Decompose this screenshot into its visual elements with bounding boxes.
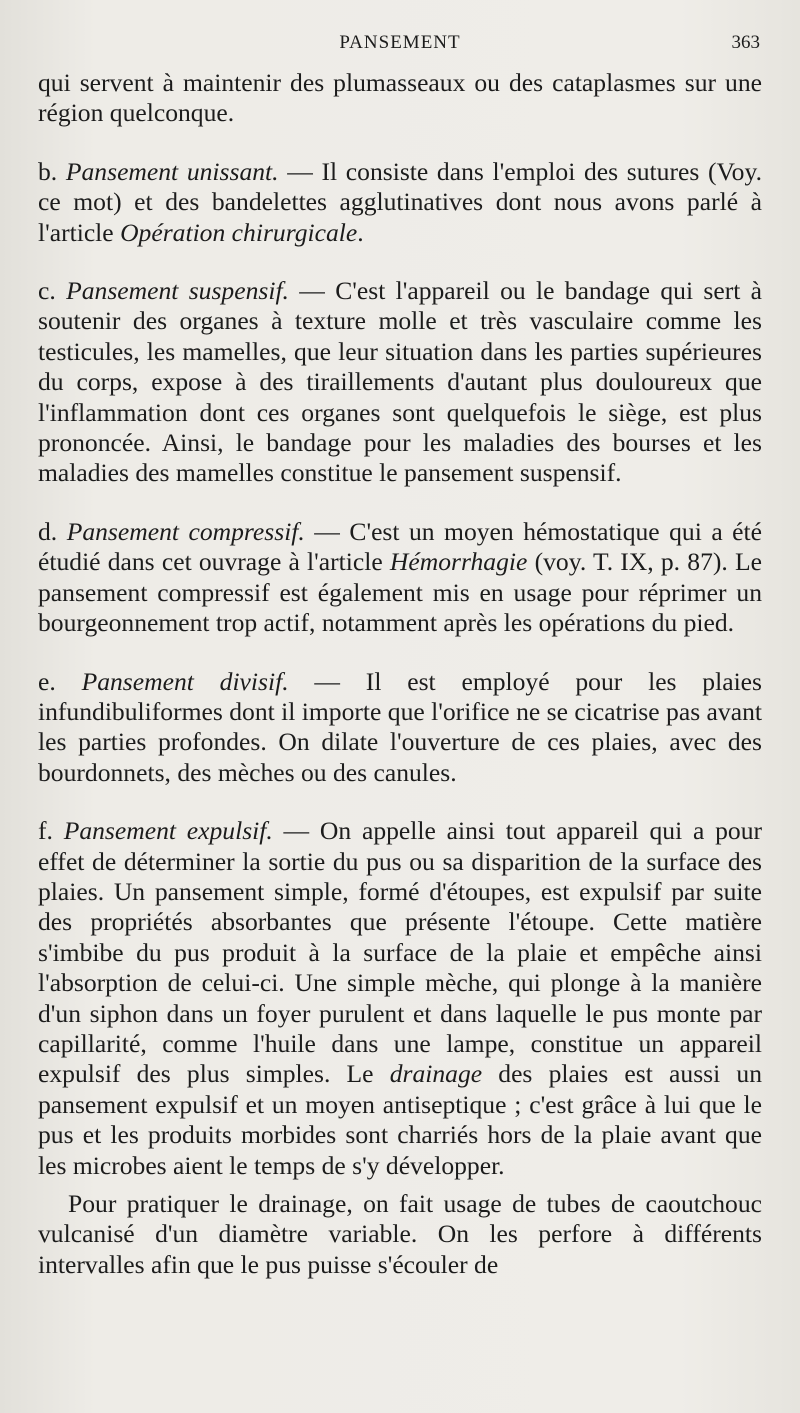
- paragraph-label: d.: [38, 516, 58, 546]
- paragraph-body: — C'est un moyen hémostatique qui a été étudié dans cet ouvrage à l'article: [38, 516, 762, 577]
- article-reference: Opération chirurgicale: [120, 217, 358, 247]
- paragraph-d: [38, 517, 762, 639]
- paragraph-tail: .: [357, 217, 364, 247]
- paragraph-e: [38, 667, 762, 789]
- page-header: [0, 32, 800, 60]
- body-text: [38, 68, 762, 1280]
- paragraph-title: Pansement expulsif.: [63, 816, 273, 846]
- paragraph-text: qui servent à maintenir des plumasseaux ou des cataplasmes sur une région quelconque.: [38, 68, 762, 128]
- paragraph-tail: (voy. T. IX, p. 87). Le pansement compressif est également mis en usage pour réprimer un bourgeonnement trop actif, notamment après les opérations du pied.: [38, 547, 762, 638]
- paragraph-label: c.: [38, 276, 56, 306]
- paragraph-title: Pansement suspensif.: [66, 276, 289, 306]
- paragraph-c: [38, 276, 762, 489]
- paragraph-b: [38, 157, 762, 248]
- term-drainage: drainage: [389, 1059, 483, 1089]
- paragraph-title: Pansement unissant.: [65, 156, 279, 186]
- paragraph-drainage: [38, 1189, 762, 1280]
- paragraph-body: — On appelle ainsi tout appareil qui a pour effet de déterminer la sortie du pus ou sa disparition de la surface des plaies. Un pansement simple, formé d'étoupes, est expulsif par suite des propriétés absorbantes que présente l'étoupe. Cette matière s'imbibe du pus produit à la surface de la plaie et empêche ainsi l'absorption de celui-ci. Une simple mèche, qui plonge à la manière d'un siphon dans un foyer purulent et dans laquelle le pus monte par capillarité, comme l'huile dans une lampe, constitue un appareil expulsif des plus simples. Le: [38, 816, 763, 1089]
- paragraph-title: Pansement compressif.: [66, 516, 305, 546]
- running-title: PANSEMENT: [339, 32, 461, 53]
- page-number: 363: [731, 32, 760, 53]
- paragraph-f: [38, 816, 762, 1181]
- paragraph-label: b.: [38, 156, 58, 186]
- article-reference: Hémorrhagie: [389, 547, 528, 577]
- paragraph-body: — Il consiste dans l'emploi des sutures (Voy. ce mot) et des bandelettes agglutinatives dont nous avons parlé à l'article: [38, 156, 762, 247]
- paragraph-text: Pour pratiquer le drainage, on fait usage de tubes de caoutchouc vulcanisé d'un diamètre variable. On les perfore à différents intervalles afin que le pus puisse s'écouler de: [38, 1189, 762, 1279]
- paragraph-continuation: [38, 68, 762, 129]
- paragraph-label: f.: [38, 816, 53, 846]
- paragraph-label: e.: [38, 666, 56, 696]
- paragraph-tail: des plaies est aussi un pansement expulsif et un moyen antiseptique ; c'est grâce à lui que le pus et les produits morbides sont charriés hors de la plaie avant que les microbes aient le temps de s'y développer.: [38, 1059, 762, 1180]
- paragraph-title: Pansement divisif.: [81, 666, 289, 696]
- paragraph-body: — C'est l'appareil ou le bandage qui sert à soutenir des organes à texture molle et très vasculaire comme les testicules, les mamelles, que leur situation dans les parties supérieures du corps, expose à des tiraillements d'autant plus douloureux que l'inflammation dont ces organes sont quelquefois le siège, est plus prononcée. Ainsi, le bandage pour les maladies des bourses et les maladies des mamelles constitue le pansement suspensif.: [38, 276, 763, 488]
- paragraph-body: — Il est employé pour les plaies infundibuliformes dont il importe que l'orifice ne se cicatrise pas avant les parties profondes. On dilate l'ouverture de ces plaies, avec des bourdonnets, des mèches ou des canules.: [38, 666, 763, 787]
